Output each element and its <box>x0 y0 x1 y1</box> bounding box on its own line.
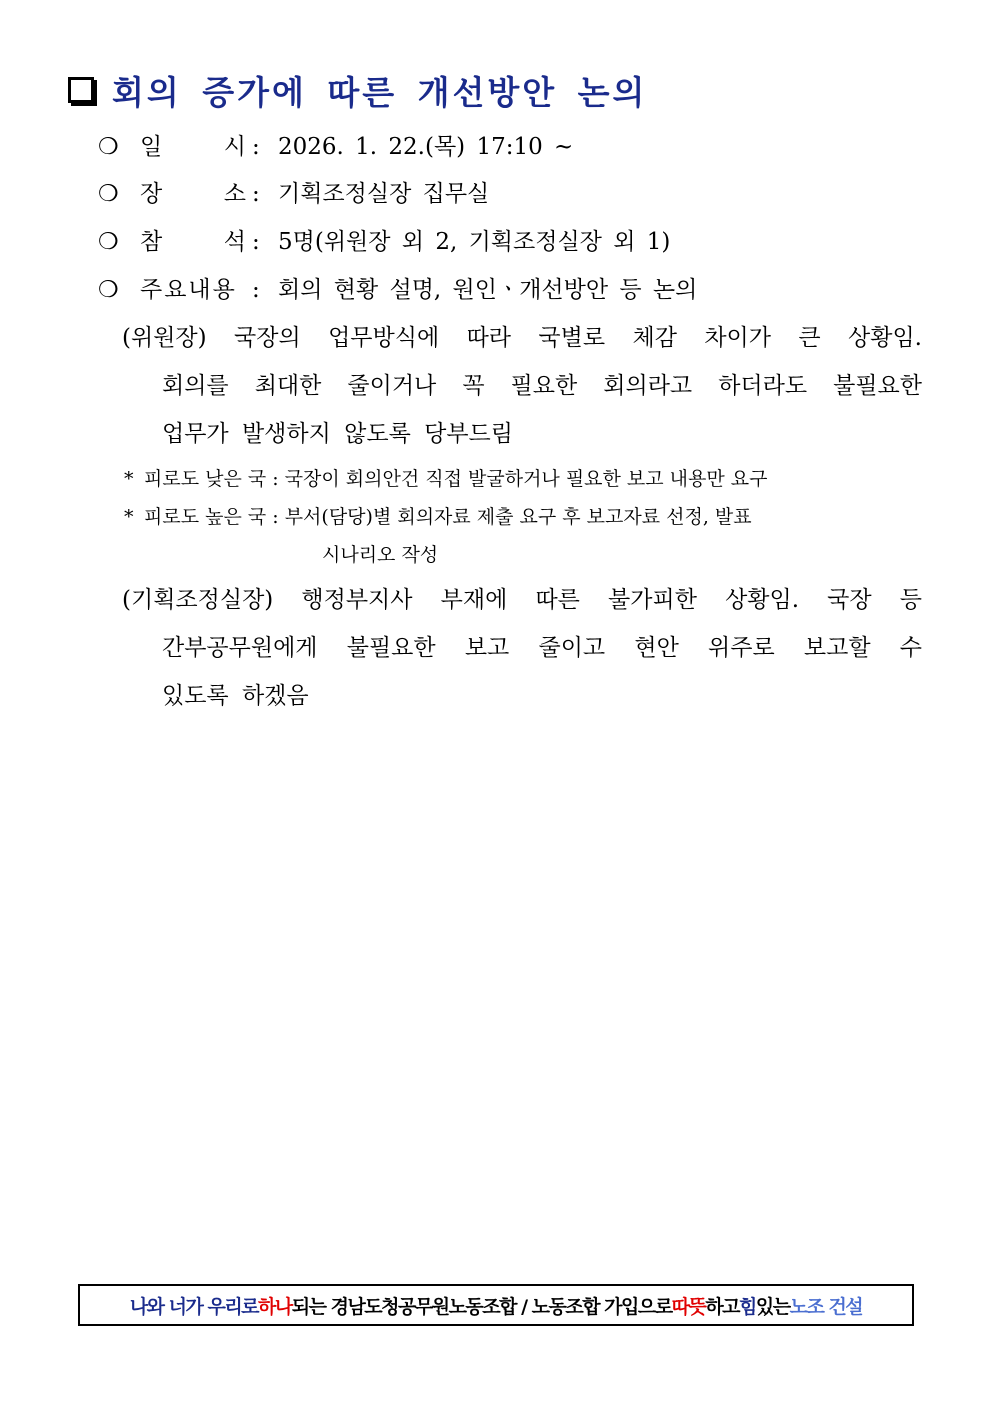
slogan-segment: 하고 <box>705 1295 740 1318</box>
statement-line: 간부공무원에게 불필요한 보고 줄이고 현안 위주로 보고할 수 <box>162 635 922 661</box>
note-label: 피로도 낮은 국 : <box>144 468 279 490</box>
circle-bullet-icon: ❍ <box>98 181 119 207</box>
info-label: 장 소 <box>140 181 246 207</box>
asterisk: * <box>124 468 134 490</box>
circle-bullet-icon: ❍ <box>98 229 119 255</box>
info-value: 2026. 1. 22.(목) 17:10 ~ <box>278 134 574 160</box>
slogan-segment: 있는 <box>755 1295 790 1318</box>
statement-planning-director <box>122 576 922 720</box>
info-value: 회의 현황 설명, 원인ㆍ개선방안 등 논의 <box>278 277 698 303</box>
note-label: 피로도 높은 국 : <box>144 506 279 528</box>
note-text: 부서(담당)별 회의자료 제출 요구 후 보고자료 선정, 발표 <box>284 506 752 528</box>
note-continuation: 시나리오 작성 <box>322 544 439 566</box>
slogan-segment: 힘 <box>739 1295 756 1318</box>
info-label: 참 석 <box>140 229 246 255</box>
slogan-segment: 노조 건설 <box>789 1295 863 1318</box>
statement-line: 업무가 발생하지 않도록 당부드림 <box>162 421 513 447</box>
statement-line: (위원장) 국장의 업무방식에 따라 국별로 체감 차이가 큰 상황임. <box>122 325 922 351</box>
info-label: 주요내용 <box>140 277 237 303</box>
asterisk: * <box>124 506 134 528</box>
slogan-segment: 따뜻 <box>671 1295 706 1318</box>
statement-chair <box>122 314 922 458</box>
colon: : <box>252 181 260 207</box>
info-label: 일 시 <box>140 134 246 160</box>
statement-line: 있도록 하겠음 <box>162 683 309 709</box>
info-value: 5명(위원장 외 2, 기획조정실장 외 1) <box>278 229 671 255</box>
colon: : <box>252 277 260 303</box>
statement-line: (기획조정실장) 행정부지사 부재에 따른 불가피한 상황임. 국장 등 <box>122 587 922 613</box>
slogan-segment: 하나 <box>258 1295 292 1318</box>
note-high-fatigue <box>124 498 922 536</box>
note-text: 국장이 회의안건 직접 발굴하거나 필요한 보고 내용만 요구 <box>284 468 768 490</box>
footer-slogan <box>78 1284 914 1326</box>
circle-bullet-icon: ❍ <box>98 134 119 160</box>
slogan-segment: 되는 경남도청공무원노동조합 / 노동조합 가입으로 <box>291 1295 672 1318</box>
statement-line: 회의를 최대한 줄이거나 꼭 필요한 회의라고 하더라도 불필요한 <box>162 373 922 399</box>
circle-bullet-icon: ❍ <box>98 277 119 303</box>
slogan-segment: 나와 너가 우리로 <box>129 1295 259 1318</box>
info-value: 기획조정실장 집무실 <box>278 181 490 207</box>
colon: : <box>252 134 260 160</box>
colon: : <box>252 229 260 255</box>
heading-title: 회의 증가에 따른 개선방안 논의 <box>112 72 648 112</box>
checkbox-square-icon <box>68 77 94 103</box>
section-heading <box>68 66 647 114</box>
note-low-fatigue <box>124 460 922 498</box>
